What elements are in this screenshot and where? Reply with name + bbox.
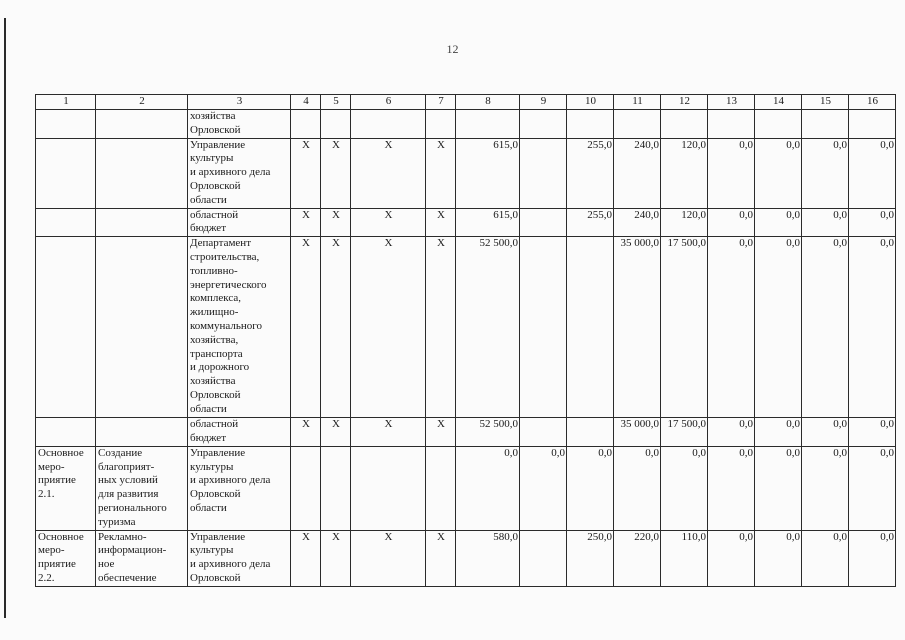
- table-cell: [520, 530, 567, 586]
- column-header: 6: [351, 95, 426, 110]
- table-cell: Основное меро- приятие 2.1.: [36, 446, 96, 530]
- table-cell: Создание благоприят- ных условий для развития регионального туризма: [96, 446, 188, 530]
- table-row: [36, 530, 896, 586]
- table-cell: [36, 208, 96, 237]
- table-cell: Основное меро- приятие 2.2.: [36, 530, 96, 586]
- table-cell: [96, 418, 188, 447]
- table-cell: 615,0: [456, 208, 520, 237]
- table-cell: [291, 110, 321, 139]
- table-cell: 0,0: [849, 237, 896, 418]
- table-cell: [755, 110, 802, 139]
- table-cell: 250,0: [567, 530, 614, 586]
- table-cell: 0,0: [755, 446, 802, 530]
- table-cell: Х: [351, 138, 426, 208]
- table-cell: [96, 208, 188, 237]
- table-cell: [36, 237, 96, 418]
- table-cell: 35 000,0: [614, 418, 661, 447]
- table-cell: Х: [426, 418, 456, 447]
- page-number: 12: [446, 42, 459, 56]
- column-header: 2: [96, 95, 188, 110]
- table-cell: [321, 446, 351, 530]
- table-cell: 52 500,0: [456, 237, 520, 418]
- table-cell: Х: [321, 530, 351, 586]
- table-cell: 0,0: [849, 446, 896, 530]
- table-cell: [567, 418, 614, 447]
- table-cell: [567, 110, 614, 139]
- table-cell: Х: [321, 208, 351, 237]
- table-cell: [96, 237, 188, 418]
- table-cell: 0,0: [708, 237, 755, 418]
- table-cell: [36, 138, 96, 208]
- table-cell: 0,0: [849, 418, 896, 447]
- table-cell: 0,0: [708, 138, 755, 208]
- table-cell: 0,0: [708, 418, 755, 447]
- column-header: 5: [321, 95, 351, 110]
- table-cell: 255,0: [567, 138, 614, 208]
- column-header: 11: [614, 95, 661, 110]
- table-cell: 0,0: [802, 418, 849, 447]
- column-header: 14: [755, 95, 802, 110]
- table-cell: областной бюджет: [188, 208, 291, 237]
- table-cell: 52 500,0: [456, 418, 520, 447]
- column-header: 7: [426, 95, 456, 110]
- table-cell: [520, 138, 567, 208]
- table-cell: Х: [291, 530, 321, 586]
- table-cell: 240,0: [614, 138, 661, 208]
- table-cell: 0,0: [520, 446, 567, 530]
- table-cell: [520, 110, 567, 139]
- table-cell: 120,0: [661, 138, 708, 208]
- table-cell: 580,0: [456, 530, 520, 586]
- table-row: [36, 208, 896, 237]
- table-cell: [96, 138, 188, 208]
- table-cell: Х: [321, 418, 351, 447]
- table-cell: 110,0: [661, 530, 708, 586]
- column-header: 1: [36, 95, 96, 110]
- table-body: [36, 95, 896, 587]
- table-row: [36, 138, 896, 208]
- table-cell: 0,0: [567, 446, 614, 530]
- table-cell: 0,0: [708, 446, 755, 530]
- table-cell: 0,0: [802, 446, 849, 530]
- table-cell: Департамент строительства, топливно- энергетического комплекса, жилищно- коммунального хозяйства, транспорта и дорожного хозяйства Орловской области: [188, 237, 291, 418]
- table-cell: Х: [351, 208, 426, 237]
- table-cell: 0,0: [661, 446, 708, 530]
- table-cell: [614, 110, 661, 139]
- table-cell: областной бюджет: [188, 418, 291, 447]
- table-cell: Управление культуры и архивного дела Орловской области: [188, 138, 291, 208]
- table-cell: 17 500,0: [661, 237, 708, 418]
- table-cell: Х: [426, 237, 456, 418]
- table-cell: [36, 110, 96, 139]
- table-cell: 220,0: [614, 530, 661, 586]
- table-cell: 0,0: [849, 530, 896, 586]
- column-header: 13: [708, 95, 755, 110]
- table-cell: 0,0: [849, 138, 896, 208]
- table-cell: 0,0: [755, 237, 802, 418]
- column-header: 16: [849, 95, 896, 110]
- table-cell: Управление культуры и архивного дела Орловской области: [188, 446, 291, 530]
- table-cell: [802, 110, 849, 139]
- table-cell: Х: [291, 237, 321, 418]
- table-cell: 120,0: [661, 208, 708, 237]
- table-cell: хозяйства Орловской: [188, 110, 291, 139]
- table-cell: [661, 110, 708, 139]
- table-cell: [351, 446, 426, 530]
- table-row: [36, 446, 896, 530]
- budget-table: [35, 94, 896, 587]
- table-cell: 0,0: [802, 138, 849, 208]
- table-cell: 0,0: [755, 138, 802, 208]
- table-cell: Х: [426, 138, 456, 208]
- table-cell: [291, 446, 321, 530]
- table-row: [36, 110, 896, 139]
- table-cell: Х: [291, 418, 321, 447]
- table-cell: [96, 110, 188, 139]
- table-row: [36, 418, 896, 447]
- table-row: [36, 237, 896, 418]
- table-cell: Х: [321, 237, 351, 418]
- table-cell: 0,0: [614, 446, 661, 530]
- page-edge-line: [4, 18, 6, 618]
- table-cell: [849, 110, 896, 139]
- table-cell: 0,0: [802, 208, 849, 237]
- table-cell: [520, 208, 567, 237]
- table-cell: Х: [321, 138, 351, 208]
- column-header: 10: [567, 95, 614, 110]
- column-header: 9: [520, 95, 567, 110]
- table-cell: 35 000,0: [614, 237, 661, 418]
- table-cell: [567, 237, 614, 418]
- column-header: 12: [661, 95, 708, 110]
- table-cell: Х: [351, 530, 426, 586]
- table-cell: 240,0: [614, 208, 661, 237]
- table-cell: [426, 446, 456, 530]
- table-cell: 0,0: [755, 418, 802, 447]
- table-cell: Х: [351, 418, 426, 447]
- column-header: 4: [291, 95, 321, 110]
- table-cell: 0,0: [849, 208, 896, 237]
- table-cell: Управление культуры и архивного дела Орловской: [188, 530, 291, 586]
- table-cell: Х: [426, 208, 456, 237]
- column-header: 3: [188, 95, 291, 110]
- table-cell: Х: [291, 138, 321, 208]
- table-header-row: [36, 95, 896, 110]
- table-cell: Х: [426, 530, 456, 586]
- table-cell: 0,0: [708, 530, 755, 586]
- table-cell: [351, 110, 426, 139]
- table-cell: [708, 110, 755, 139]
- table-cell: 0,0: [708, 208, 755, 237]
- table-cell: [36, 418, 96, 447]
- table-cell: Х: [291, 208, 321, 237]
- table-cell: 615,0: [456, 138, 520, 208]
- table-cell: [426, 110, 456, 139]
- table-cell: [520, 418, 567, 447]
- column-header: 15: [802, 95, 849, 110]
- table-cell: 0,0: [456, 446, 520, 530]
- table-cell: 0,0: [755, 530, 802, 586]
- column-header: 8: [456, 95, 520, 110]
- table-cell: [520, 237, 567, 418]
- table-cell: [456, 110, 520, 139]
- table-cell: 17 500,0: [661, 418, 708, 447]
- table-cell: 255,0: [567, 208, 614, 237]
- table-cell: 0,0: [802, 530, 849, 586]
- table-cell: 0,0: [755, 208, 802, 237]
- table-cell: Х: [351, 237, 426, 418]
- table-cell: Рекламно- информацион- ное обеспечение: [96, 530, 188, 586]
- table-cell: 0,0: [802, 237, 849, 418]
- table-cell: [321, 110, 351, 139]
